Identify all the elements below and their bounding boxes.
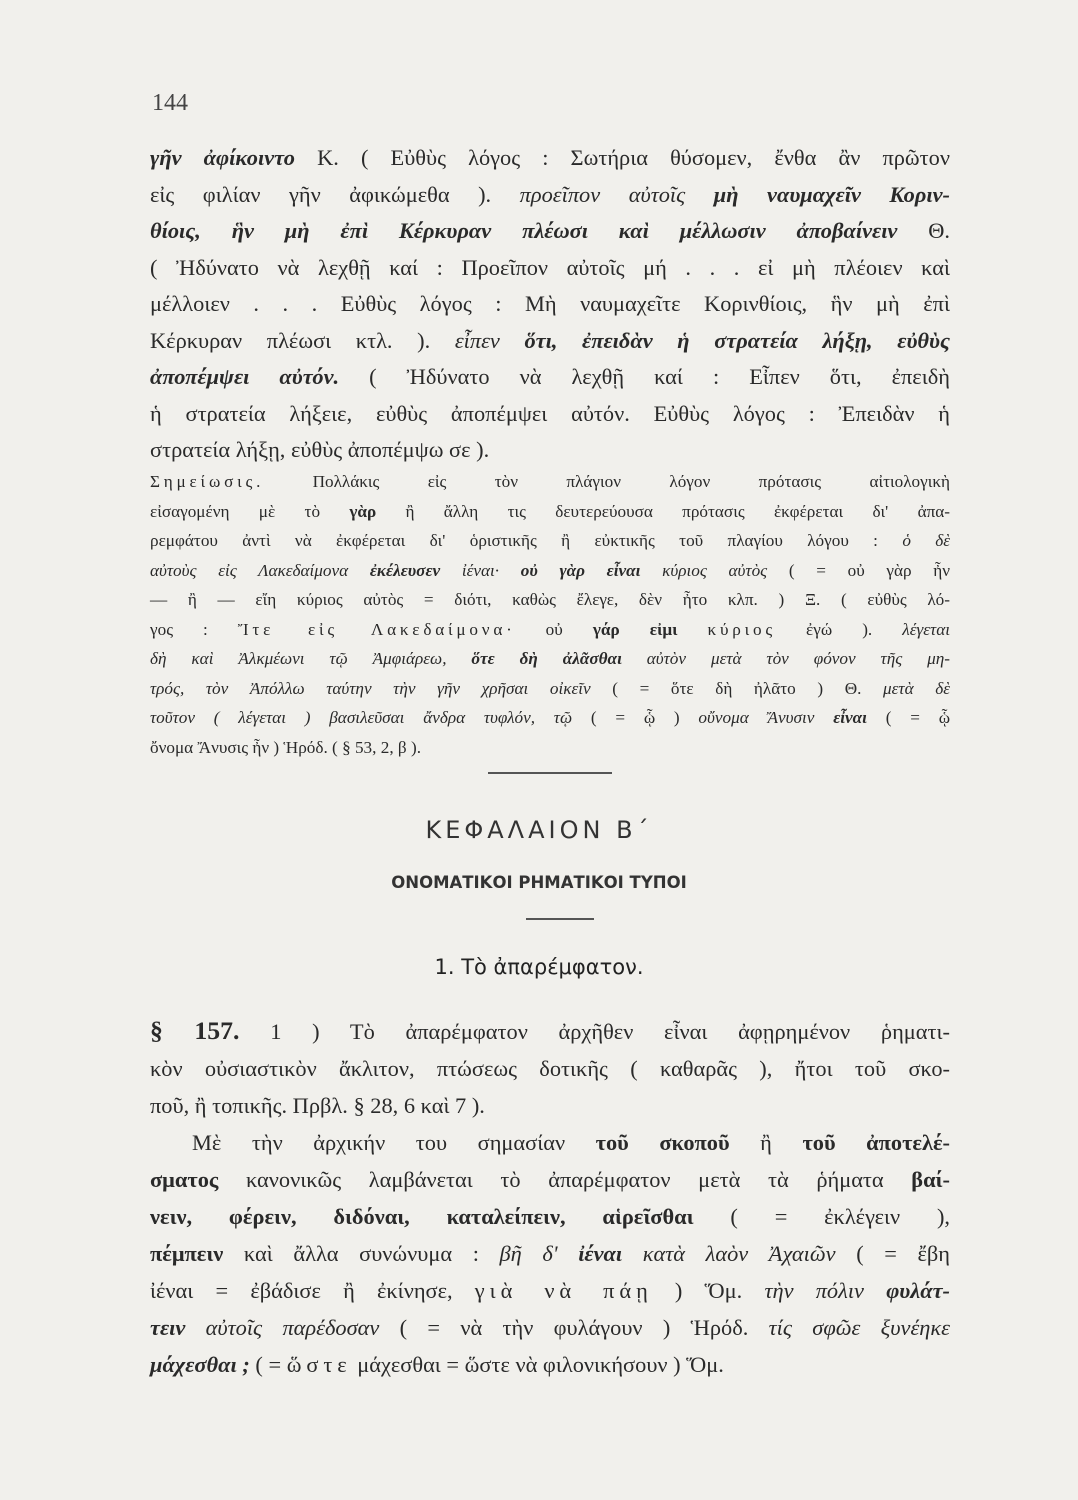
- text-run: ( = ἐκλέγειν ),: [693, 1204, 950, 1229]
- note-line: [150, 467, 950, 497]
- text-run: εἰς φιλίαν γῆν ἀφικώμεθα ).: [150, 181, 520, 207]
- text-run: [500, 328, 525, 353]
- note-line: [150, 556, 950, 586]
- text-run: καὶ ἄλλα συνώνυμα :: [223, 1241, 500, 1266]
- text-line: [150, 396, 950, 433]
- section-line: [150, 1272, 950, 1309]
- note-paragraph: [150, 467, 950, 762]
- text-run: ( = νὰ τὴν φυλάγουν ) Ἡρόδ.: [379, 1315, 769, 1340]
- text-run: [558, 1241, 579, 1266]
- text-run: κύριος αὐτὸς: [662, 560, 768, 580]
- text-run: τὴν πόλιν: [764, 1278, 864, 1303]
- text-run: § 157.: [150, 1016, 240, 1045]
- text-run: [447, 649, 472, 668]
- text-run: Κέρκυραν πλέωσι κτλ. ).: [150, 327, 455, 353]
- text-run: τειν: [150, 1315, 186, 1340]
- text-run: [864, 1278, 886, 1303]
- text-run: [814, 708, 833, 727]
- section-line: [150, 1235, 950, 1272]
- note-line: [150, 644, 950, 674]
- chapter-subtitle: ΟΝΟΜΑΤΙΚΟΙ ΡΗΜΑΤΙΚΟΙ ΤΥΠΟΙ: [391, 873, 687, 892]
- text-run: τοῦ ἀποτελέ-: [802, 1130, 950, 1155]
- text-run: ἢ: [729, 1130, 803, 1155]
- text-line: [150, 177, 950, 214]
- text-run: μετὰ δὲ: [883, 678, 950, 698]
- text-run: τρός, τὸν Ἀπόλλω ταύτην τὴν γῆν χρῆσαι οἰκεῖν: [150, 678, 591, 698]
- text-run: Ἴτε εἰς Λακεδαίμονα·: [237, 619, 516, 639]
- text-run: γὰρ: [349, 501, 377, 521]
- text-run: γιὰ νὰ πάῃ: [474, 1278, 653, 1303]
- section-line: [150, 1346, 950, 1383]
- text-run: εἶπεν: [454, 327, 500, 353]
- note-line: [150, 497, 950, 527]
- text-run: Σημείωσις.: [150, 472, 265, 491]
- note-line: [150, 615, 950, 645]
- text-run: ρεμφάτου ἀντὶ νὰ ἐκφέρεται δι' ὁριστικῆς ἢ εὐκτικῆς τοῦ πλαγίου λόγου :: [150, 531, 903, 550]
- text-run: τίς σφῶε ξυνέηκε: [768, 1315, 950, 1340]
- text-run: ποῦ, ἢ τοπικῆς. Πρβλ. § 28, 6 καὶ 7 ).: [150, 1093, 485, 1118]
- text-run: εἶναι: [833, 708, 867, 727]
- text-run: δὴ καὶ Ἀλκμέωνι τῷ Ἀμφιάρεω,: [150, 649, 447, 668]
- text-run: ( Ἠδύνατο νὰ λεχθῇ καί : Εἶπεν ὅτι, ἐπειδὴ: [339, 364, 950, 389]
- text-run: [622, 1241, 643, 1266]
- text-line: [150, 286, 950, 323]
- note-line: [150, 585, 950, 615]
- text-run: ( = οὐ γὰρ ἦν: [767, 560, 951, 580]
- section-line: [150, 1161, 950, 1198]
- text-run: ἐκέλευσεν: [369, 560, 441, 580]
- text-run: πέμπειν: [150, 1241, 224, 1266]
- note-line: [150, 526, 950, 556]
- text-run: μάχεσθαι = ὥστε νὰ φιλονικήσουν ) Ὅμ.: [351, 1352, 724, 1377]
- text-run: οὐ: [515, 619, 593, 639]
- text-run: Πολλάκις εἰς τὸν πλάγιον λόγον πρότασις αἰτιολογικὴ: [264, 472, 950, 491]
- text-run: βῆ δ': [499, 1241, 558, 1266]
- text-run: οὔνομα Ἄνυσιν: [698, 708, 815, 727]
- text-run: κανονικῶς λαμβάνεται τὸ ἀπαρέμφατον μετὰ τὰ ῥήματα: [218, 1167, 912, 1192]
- section-line: [150, 1012, 950, 1050]
- text-run: σματος: [150, 1167, 219, 1192]
- text-run: ἐγώ ).: [775, 619, 903, 639]
- text-run: ὥστε: [286, 1352, 352, 1377]
- text-run: οὐ γὰρ εἶναι: [520, 560, 641, 580]
- text-run: ) Ὅμ.: [652, 1278, 765, 1303]
- text-run: νειν, φέρειν, διδόναι, καταλείπειν, αἱρεῖσθαι: [150, 1204, 694, 1229]
- text-run: γῆν ἀφίκοιντο: [150, 145, 295, 170]
- text-run: θίοις, ἣν μὴ ἐπὶ Κέρκυραν πλέωσι καὶ μέλλωσιν ἀποβαίνειν: [150, 218, 898, 243]
- section-line: [150, 1198, 950, 1235]
- text-run: ( = ὅτε δὴ ἠλᾶτο ) Θ.: [590, 678, 884, 698]
- text-run: προεῖπον αὐτοῖς: [519, 181, 686, 207]
- text-run: μάχεσθαι ;: [150, 1352, 250, 1377]
- text-line: [150, 432, 950, 469]
- text-run: ( Ἠδύνατο νὰ λεχθῇ καί : Προεῖπον αὐτοῖς μή . . . εἰ μὴ πλέοιεν καὶ: [150, 254, 950, 280]
- text-line: [150, 140, 950, 177]
- text-run: τοῦτον ( λέγεται ) βασιλεῦσαι ἄνδρα τυφλόν, τῷ: [150, 708, 573, 727]
- text-run: [677, 620, 707, 639]
- section-paragraph: [150, 1012, 950, 1383]
- text-run: αὐτὸν μετὰ τὸν φόνον τῆς μη-: [646, 649, 950, 668]
- text-run: ὅτι, ἐπειδὰν ἡ στρατεία λήξῃ, εὐθὺς: [524, 327, 950, 353]
- text-run: βαί-: [911, 1167, 950, 1192]
- section-line: [150, 1124, 950, 1161]
- text-run: ( = ᾧ: [866, 708, 951, 727]
- text-run: [640, 561, 662, 580]
- text-run: λέγεται: [902, 619, 950, 639]
- text-run: — ἢ — εἴη κύριος αὐτὸς = διότι, καθὼς ἔλεγε, δὲν ἦτο κλπ. ) Ξ. ( εὐθὺς λό-: [150, 590, 950, 609]
- text-run: [499, 561, 521, 580]
- text-run: ( = ᾧ ): [572, 708, 699, 727]
- text-run: [685, 182, 714, 207]
- text-run: Κ. ( Εὐθὺς λόγος : Σωτήρια θύσομεν, ἔνθα ἂν πρῶτον: [294, 145, 950, 170]
- text-run: 1 ) Τὸ ἀπαρέμφατον ἀρχῆθεν εἶναι ἀφῃρημένον ῥηματι-: [239, 1019, 950, 1044]
- text-run: Μὲ τὴν ἀρχικήν του σημασίαν: [192, 1130, 596, 1155]
- note-line: [150, 703, 950, 733]
- divider-rule-top: [488, 772, 612, 774]
- chapter-title: ΚΕΦΑΛΑΙΟΝ Β΄: [425, 816, 653, 844]
- body-paragraph: [150, 140, 950, 469]
- text-run: [185, 1315, 205, 1340]
- text-run: ὁ δὲ: [902, 531, 951, 550]
- text-run: κύριος: [707, 619, 776, 639]
- section-line: [150, 1309, 950, 1346]
- text-run: ἢ ἄλλη τις δευτερεύουσα πρότασις ἐκφέρεται δι' ἀπα-: [376, 501, 950, 521]
- divider-rule-middle: [526, 918, 594, 920]
- text-run: ὅτε δὴ ἀλᾶσθαι: [471, 649, 622, 668]
- text-line: [150, 359, 950, 396]
- text-run: ἡ στρατεία λήξειε, εὐθὺς ἀποπέμψει αὐτόν. Εὐθὺς λόγος : Ἐπειδὰν ἡ: [150, 400, 950, 426]
- note-line: [150, 733, 950, 763]
- text-run: γάρ εἰμι: [592, 619, 678, 639]
- text-run: Θ.: [897, 218, 950, 243]
- text-run: φυλάτ-: [886, 1278, 950, 1303]
- text-run: αὐτοῖς παρέδοσαν: [205, 1315, 380, 1340]
- text-run: μέλλοιεν . . . Εὐθὺς λόγος : Μὴ ναυμαχεῖτε Κορινθίοις, ἣν μὴ ἐπὶ: [150, 291, 950, 316]
- text-run: ἰέναι: [578, 1241, 623, 1266]
- note-line: [150, 674, 950, 704]
- text-run: γος :: [150, 619, 238, 639]
- text-run: ἀποπέμψει αὐτόν.: [150, 364, 340, 389]
- text-run: κατὰ λαὸν Ἀχαιῶν: [642, 1241, 836, 1266]
- text-run: [440, 561, 462, 580]
- text-run: [348, 561, 370, 580]
- text-line: [150, 213, 950, 250]
- text-run: ( =: [249, 1352, 287, 1377]
- text-run: εἰσαγομένη μὲ τὸ: [150, 501, 350, 521]
- section-line: [150, 1050, 950, 1087]
- section-line: [150, 1087, 950, 1124]
- text-run: ἰέναι = ἐβάδισε ἢ ἐκίνησε,: [150, 1278, 475, 1303]
- text-line: [150, 323, 950, 360]
- text-run: ( = ἔβη: [835, 1241, 950, 1266]
- text-line: [150, 250, 950, 287]
- page-number: 144: [152, 90, 188, 116]
- text-run: [622, 649, 647, 668]
- text-run: αὐτοὺς εἰς Λακεδαίμονα: [150, 560, 349, 580]
- text-run: στρατεία λήξῃ, εὐθὺς ἀποπέμψω σε ).: [150, 437, 490, 462]
- text-run: κὸν οὐσιαστικὸν ἄκλιτον, πτώσεως δοτικῆς ( καθαρᾶς ), ἤτοι τοῦ σκο-: [150, 1056, 950, 1081]
- text-run: μὴ ναυμαχεῖν Κοριν-: [713, 181, 950, 207]
- section-heading: 1. Τὸ ἀπαρέμφατον.: [434, 955, 644, 979]
- text-run: τοῦ σκοποῦ: [595, 1130, 730, 1155]
- text-run: ὄνομα Ἄνυσις ἦν ) Ἡρόδ. ( § 53, 2, β ).: [150, 737, 421, 757]
- text-run: ἰέναι·: [461, 560, 500, 580]
